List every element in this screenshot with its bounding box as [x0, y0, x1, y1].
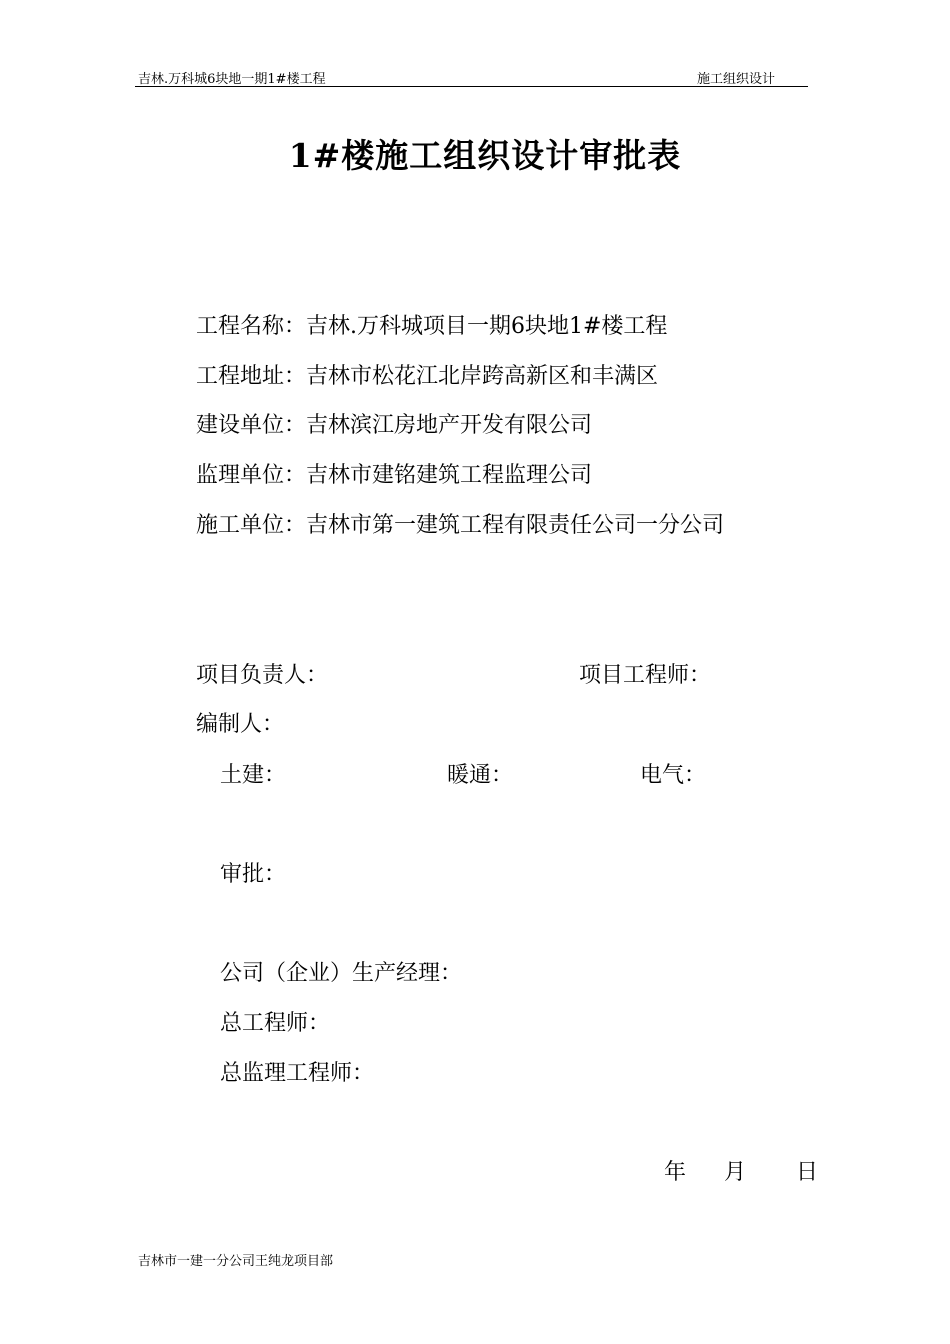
- contractor-line: 施工单位：吉林市第一建筑工程有限责任公司一分公司: [196, 513, 725, 538]
- date-year: 年: [664, 1160, 687, 1185]
- project-engineer-label: 项目工程师：: [579, 663, 712, 688]
- supervisor-line: 监理单位：吉林市建铭建筑工程监理公司: [196, 463, 593, 488]
- header-doc-type: 施工组织设计: [697, 72, 776, 87]
- hvac-label: 暖通：: [447, 763, 514, 788]
- project-address-line: 工程地址：吉林市松花江北岸跨高新区和丰满区: [196, 364, 659, 389]
- electrical-label: 电气：: [640, 763, 707, 788]
- date-month: 月: [724, 1160, 747, 1185]
- compiler-label: 编制人：: [196, 712, 285, 737]
- chief-engineer-label: 总工程师：: [220, 1011, 331, 1036]
- civil-label: 土建：: [220, 763, 287, 788]
- approval-label: 审批：: [220, 862, 287, 887]
- builder-line: 建设单位：吉林滨江房地产开发有限公司: [196, 413, 593, 438]
- production-manager-label: 公司（企业）生产经理：: [220, 961, 463, 986]
- header-rule: [135, 86, 808, 87]
- page-footer: 吉林市一建一分公司王纯龙项目部: [138, 1254, 334, 1269]
- chief-supervising-engineer-label: 总监理工程师：: [220, 1061, 375, 1086]
- date-day: 日: [796, 1160, 819, 1185]
- project-lead-label: 项目负责人：: [196, 663, 329, 688]
- header-project-name: 吉林.万科城6块地一期1#楼工程: [138, 72, 326, 87]
- project-name-line: 工程名称：吉林.万科城项目一期6块地1#楼工程: [196, 314, 668, 339]
- page-title: 1#楼施工组织设计审批表: [288, 136, 682, 175]
